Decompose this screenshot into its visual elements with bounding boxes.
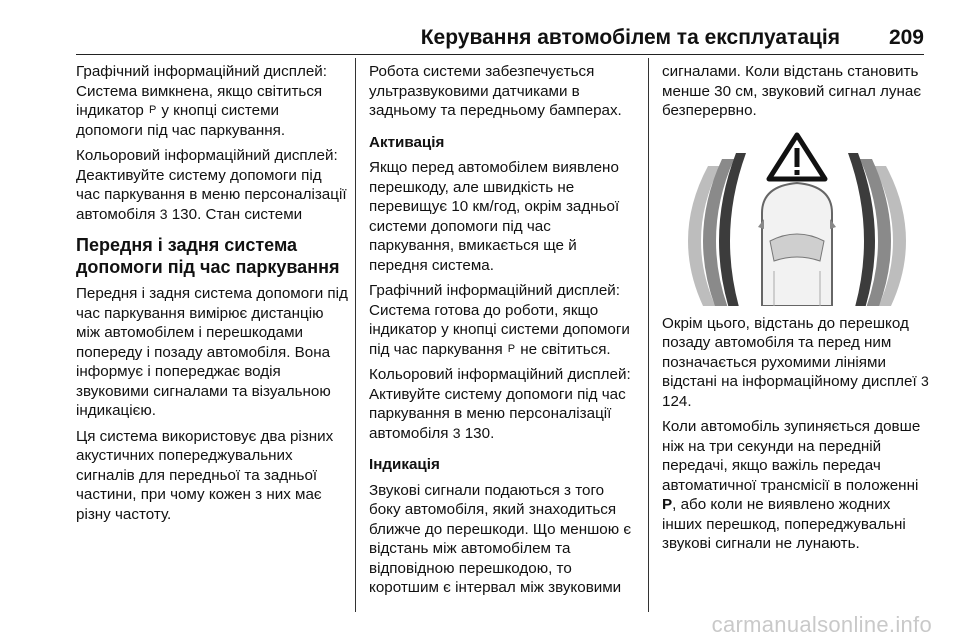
page-reference[interactable]: 130. Стан системи [171,205,303,223]
column-3 [662,58,932,612]
parking-sensor-icon: P [507,342,516,355]
header-title: Керування автомобілем та експлуатація [420,26,840,49]
column-1 [76,58,348,612]
paragraph: сигналами. Коли відстань становить менше 30 см, звуковий сигнал лунає безперервно. [662,63,922,119]
windshield-icon [770,234,824,261]
paragraph: Передня і задня система допомоги під час паркування вимірює дистанцію між автомобілем і перешкодами попереду і позаду автомобіля. Вона інформує і попереджає водія звуковими сигналами та візуальною індикацією. [76,285,348,419]
page-reference-icon: 3 [159,205,168,222]
paragraph: Окрім цього, відстань до перешкод позаду автомобіля та перед ним позначається рухомими лініями відстані на інформаційному дисплеї 3 124. [662,314,929,410]
parking-assist-display-figure [662,131,932,306]
page-reference[interactable]: 130. [464,424,495,442]
gear-position-label: P [662,496,673,513]
paragraph: Коли автомобіль зупиняється довше ніж на три секунди на передній передачі, якщо важіль передач автоматичної трансмісії в положенні P, або коли не виявлено жодних інших перешкод, попереджувальні звукові сигнали не лунають. [662,418,921,552]
page-reference-icon: 3 [452,424,461,441]
subheading-indication: Індикація [369,456,440,473]
header-rule [76,54,924,55]
watermark: carmanualsonline.info [711,612,932,637]
page-number: 209 [888,26,924,49]
column-2 [369,58,639,612]
column-divider [648,58,649,612]
paragraph: Кольоровий інформаційний дисплей: Деактивуйте систему допомоги під час паркування в меню персоналізації автомобіля 3 130. Стан системи [76,147,347,223]
paragraph: Кольоровий інформаційний дисплей: Активуйте систему допомоги під час паркування в меню персоналізації автомобіля 3 130. [369,366,631,442]
subheading-activation: Активація [369,133,445,151]
page-reference-icon: 3 [920,373,929,389]
paragraph: Графічний інформаційний дисплей: Система готова до роботи, якщо індикатор у кнопці системи допомоги під час паркування P не світиться. [369,282,630,358]
paragraph: Робота системи забезпечується ультразвуковими датчиками в задньому та передньому бамперах. [369,63,622,119]
page-header [0,0,960,56]
paragraph: Звукові сигнали подаються з того боку автомобіля, який знаходиться ближче до перешкоди. Що меншою є відстань між автомобілем та відповідною перешкодою, то коротшим є інтервал між звуковими [369,481,632,596]
column-divider [355,58,356,612]
page-reference[interactable]: 124. [662,392,692,410]
paragraph: Ця система використовує два різних акустичних попереджувальних сигналів для передньої та задньої частини, при чому кожен з них має різну частоту. [76,427,334,523]
section-heading: Передня і задня система допомоги під час паркування [76,235,340,277]
parking-sensor-icon: P [148,104,157,116]
paragraph: Графічний інформаційний дисплей: Система вимкнена, якщо світиться індикатор P у кнопці системи допомоги під час паркування. [76,63,327,139]
paragraph: Якщо перед автомобілем виявлено перешкоду, але швидкість не перевищує 10 км/год, окрім задньої системи допомоги під час паркування, вмикається ще й передня система. [369,159,620,274]
